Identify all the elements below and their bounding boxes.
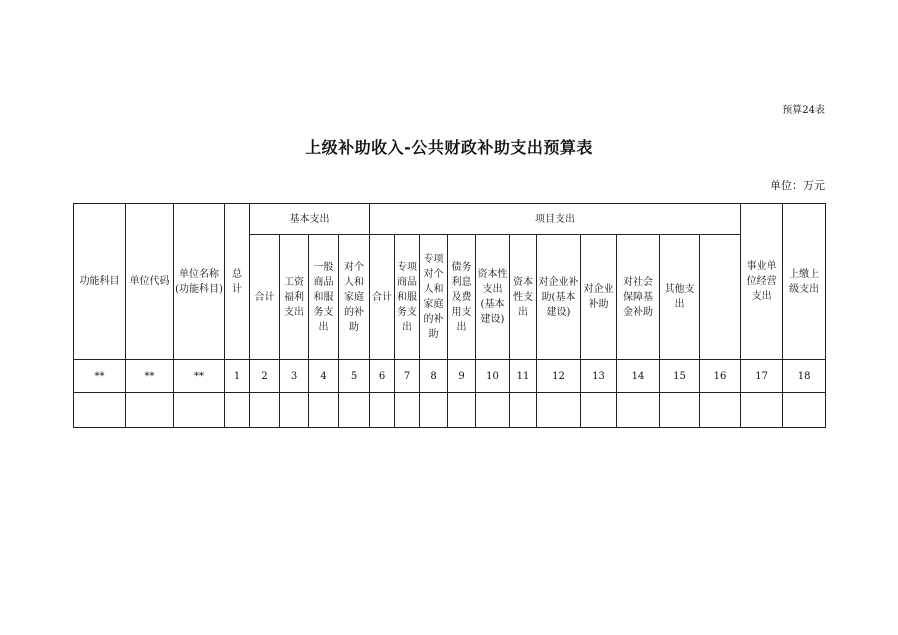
- header-basic-sum: 合计: [250, 235, 280, 360]
- empty-cell: [660, 393, 700, 428]
- header-other: 其他支 出: [660, 235, 700, 360]
- number-cell: 17: [741, 360, 783, 393]
- empty-cell: [225, 393, 250, 428]
- empty-cell: [537, 393, 581, 428]
- unit-label: 单位：万元: [770, 179, 825, 192]
- empty-cell: [339, 393, 370, 428]
- number-row: [74, 360, 826, 393]
- number-cell: 3: [280, 360, 309, 393]
- empty-cell: [280, 393, 309, 428]
- empty-cell: [581, 393, 617, 428]
- number-cell: 16: [700, 360, 741, 393]
- empty-cell: [74, 393, 126, 428]
- empty-cell: [741, 393, 783, 428]
- group-project-expenditure: 项目支出: [370, 204, 741, 235]
- number-cell: 18: [783, 360, 826, 393]
- empty-cell: [510, 393, 537, 428]
- header-wage-welfare: 工资 福利 支出: [280, 235, 309, 360]
- empty-cell: [783, 393, 826, 428]
- number-cell: 11: [510, 360, 537, 393]
- number-cell: 6: [370, 360, 395, 393]
- number-cell: 9: [448, 360, 476, 393]
- number-cell: 8: [420, 360, 448, 393]
- number-cell: 4: [309, 360, 339, 393]
- header-special-goods: 专项 商品 和服 务支 出: [395, 235, 420, 360]
- header-project-sum: 合计: [370, 235, 395, 360]
- header-remit-superior: 上缴上 级支出: [783, 204, 826, 360]
- header-operating-expenditure: 事业单 位经营 支出: [741, 204, 783, 360]
- empty-cell: [395, 393, 420, 428]
- empty-cell: [448, 393, 476, 428]
- number-cell: **: [126, 360, 174, 393]
- header-debt-interest: 债务 利息 及费 用支 出: [448, 235, 476, 360]
- number-cell: 5: [339, 360, 370, 393]
- header-social-security: 对社会 保障基 金补助: [617, 235, 660, 360]
- number-cell: 13: [581, 360, 617, 393]
- header-row-groups: [74, 204, 826, 235]
- header-capital-construction: 资本性 支出 (基本 建设): [476, 235, 510, 360]
- empty-cell: [700, 393, 741, 428]
- header-goods-services: 一般 商品 和服 务支 出: [309, 235, 339, 360]
- header-special-household: 专项 对个 人和 家庭 的补 助: [420, 235, 448, 360]
- number-cell: 1: [225, 360, 250, 393]
- empty-cell: [309, 393, 339, 428]
- number-cell: 2: [250, 360, 280, 393]
- header-basic-household: 对个 人和 家庭 的补 助: [339, 235, 370, 360]
- header-total: 总 计: [225, 204, 250, 360]
- empty-cell: [370, 393, 395, 428]
- empty-cell: [617, 393, 660, 428]
- header-enterprise-construction: 对企业补 助(基本 建设): [537, 235, 581, 360]
- empty-cell: [250, 393, 280, 428]
- budget-table: [73, 203, 826, 428]
- number-cell: 12: [537, 360, 581, 393]
- header-unit-name: 单位名称 (功能科目): [174, 204, 225, 360]
- empty-data-row: [74, 393, 826, 428]
- number-cell: **: [174, 360, 225, 393]
- group-basic-expenditure: 基本支出: [250, 204, 370, 235]
- empty-cell: [126, 393, 174, 428]
- number-cell: 14: [617, 360, 660, 393]
- empty-cell: [420, 393, 448, 428]
- header-func-subject: 功能科目: [74, 204, 126, 360]
- empty-cell: [476, 393, 510, 428]
- number-cell: 7: [395, 360, 420, 393]
- header-enterprise: 对企业 补助: [581, 235, 617, 360]
- number-cell: 10: [476, 360, 510, 393]
- form-number: 预算24表: [782, 105, 825, 116]
- number-cell: 15: [660, 360, 700, 393]
- header-unit-code: 单位代码: [126, 204, 174, 360]
- page-title: 上级补助收入-公共财政补助支出预算表: [305, 138, 593, 157]
- number-cell: **: [74, 360, 126, 393]
- empty-cell: [174, 393, 225, 428]
- header-capital: 资本 性支 出: [510, 235, 537, 360]
